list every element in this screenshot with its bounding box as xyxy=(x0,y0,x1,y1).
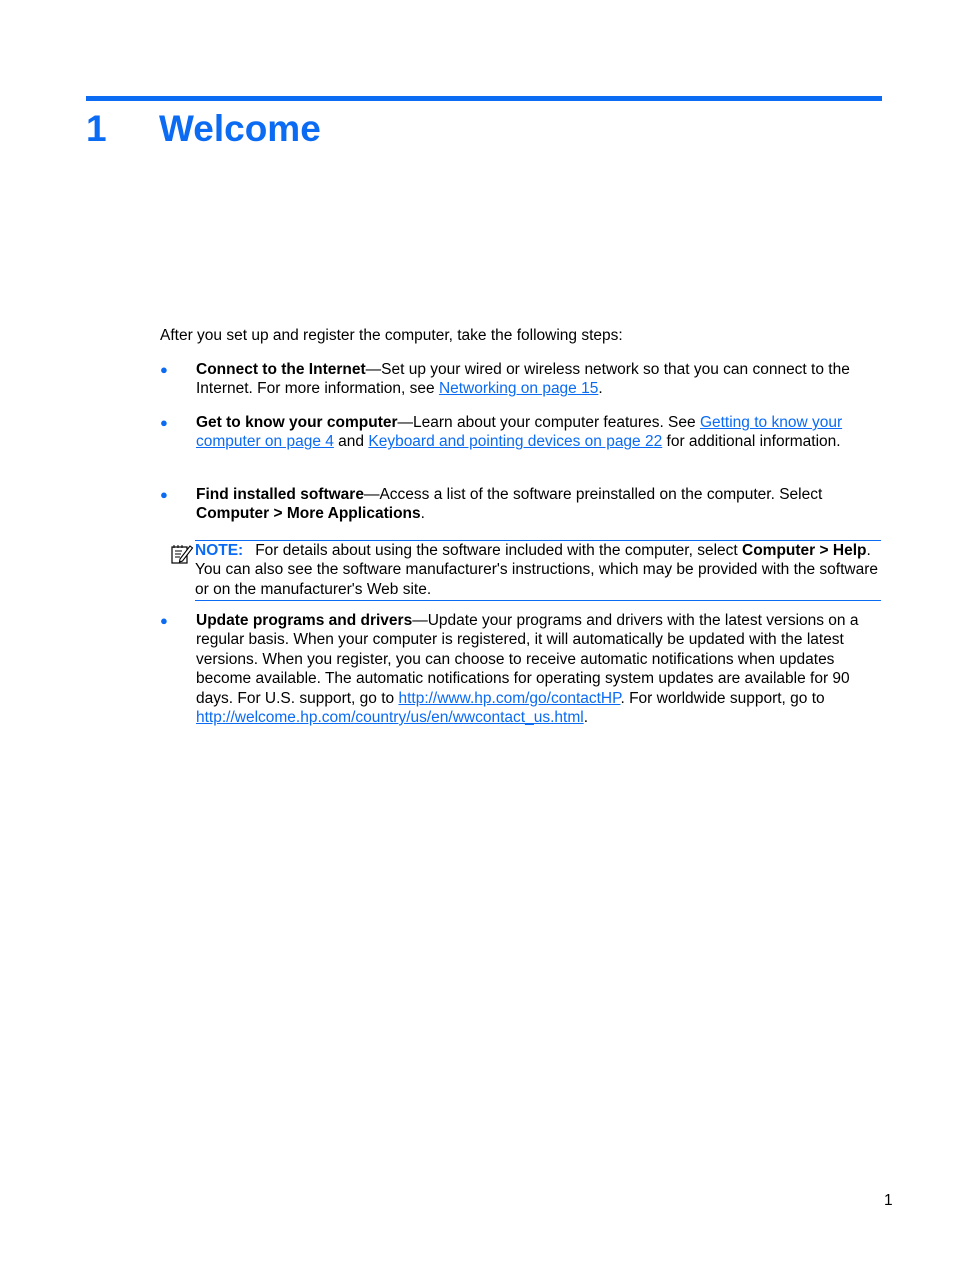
list-item-update-programs xyxy=(160,611,882,727)
link-getting-to-know[interactable]: Getting to know your computer on page 4 xyxy=(196,414,843,451)
chapter-number: 1 xyxy=(86,108,107,149)
list-item-text xyxy=(196,360,882,399)
item-text: and xyxy=(333,433,369,451)
link-worldwide-support[interactable]: http://welcome.hp.com/country/us/en/wwcontact_us.html xyxy=(196,709,584,727)
list-item-text xyxy=(196,413,882,452)
note-text: For details about using the software included with the computer, select xyxy=(255,542,743,559)
note-pencil-icon xyxy=(170,542,194,566)
bullet: ● xyxy=(160,613,168,628)
item-title: Connect to the Internet xyxy=(196,361,366,378)
item-text: for additional information. xyxy=(662,433,841,451)
item-text: —Access a list of the software preinstalled on the computer. Select xyxy=(363,486,823,503)
link-keyboard-pointing[interactable]: Keyboard and pointing devices on page 22 xyxy=(368,433,663,451)
item-text: . xyxy=(583,709,588,727)
item-text: —Update your programs and drivers with the latest versions on a regular basis. When your computer is registered, it will automatically be updated with the latest versions. When you register, you can choose to receive automatic notifications when updates become available. The automatic notifications for operating system updates are available for 90 days. For U.S. support, go to xyxy=(196,612,859,707)
item-text: . xyxy=(420,505,425,523)
intro-paragraph: After you set up and register the computer, take the following steps: xyxy=(160,327,623,344)
note-box xyxy=(195,540,881,601)
item-title: Get to know your computer xyxy=(196,414,398,431)
list-item-know-computer xyxy=(160,413,882,452)
item-title: Find installed software xyxy=(196,486,364,503)
item-text: —Set up your wired or wireless network so that you can connect to the Internet. For more information, see xyxy=(196,361,850,398)
chapter-title: Welcome xyxy=(159,108,321,149)
chapter-rule xyxy=(86,96,882,101)
link-networking[interactable]: Networking on page 15 xyxy=(438,380,599,398)
list-item-text xyxy=(196,611,882,727)
note-label: NOTE: xyxy=(195,542,244,559)
item-title: Update programs and drivers xyxy=(196,612,413,629)
item-text: . For worldwide support, go to xyxy=(620,689,825,707)
page-number: 1 xyxy=(884,1192,893,1209)
item-text: —Learn about your computer features. See xyxy=(397,414,700,431)
note-bold: Computer > Help xyxy=(742,542,867,559)
item-text: . xyxy=(598,380,603,398)
list-item-installed-software xyxy=(160,485,882,524)
note-text: . You can also see the software manufacturer's instructions, which may be provided with the software or on the manufacturer's Web site. xyxy=(195,542,879,598)
link-contact-hp[interactable]: http://www.hp.com/go/contactHP xyxy=(398,689,621,707)
list-item-connect xyxy=(160,360,882,399)
chapter-heading xyxy=(86,106,321,152)
bullet: ● xyxy=(160,487,168,502)
list-item-text xyxy=(196,485,882,524)
bullet: ● xyxy=(160,415,168,430)
item-bold: Computer > More Applications xyxy=(196,505,421,523)
bullet: ● xyxy=(160,362,168,377)
